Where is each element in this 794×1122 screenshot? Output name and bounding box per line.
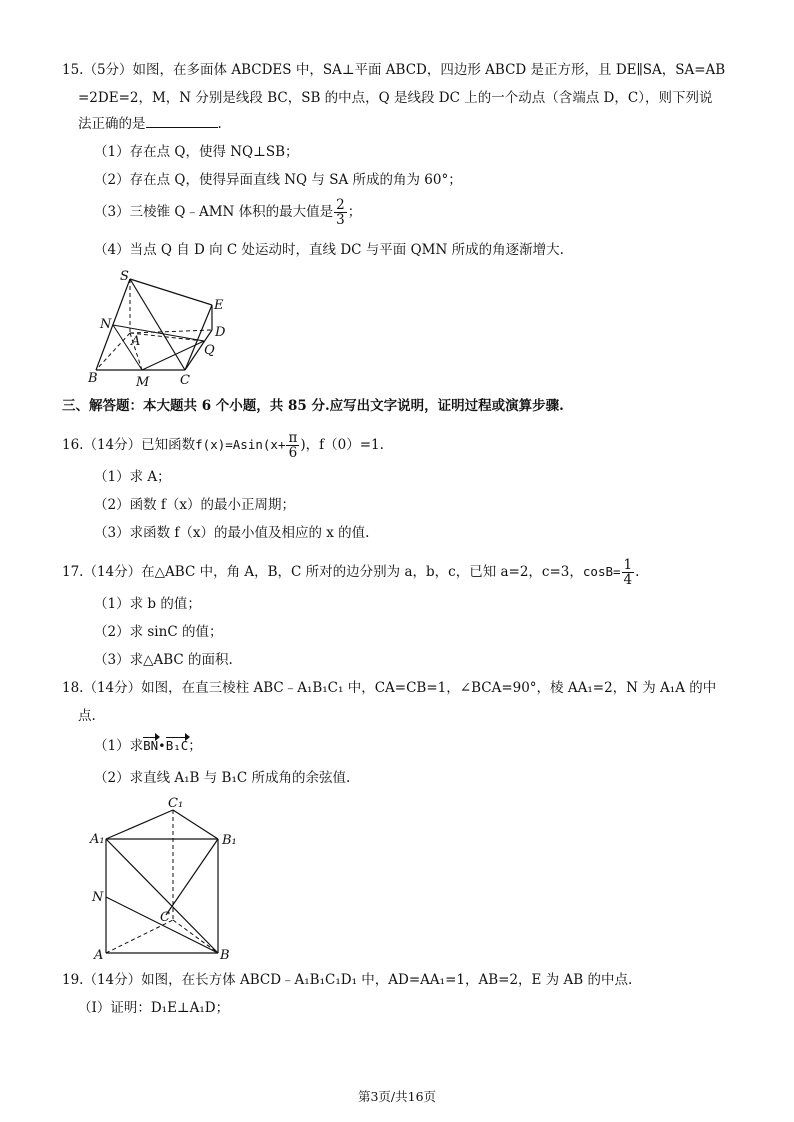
q16-part-1: （1）求 A； [94, 469, 171, 485]
label-A: A [131, 334, 141, 349]
frac-numerator: 2 [336, 197, 345, 213]
frac-denominator: 6 [288, 445, 298, 461]
page-footer: 第3页/共16页 [357, 1089, 437, 1104]
q15-period: . [217, 116, 222, 132]
q18-line1: 18.（14分）如图，在直三棱柱 ABC﹣A₁B₁C₁ 中，CA=CB=1，∠BCA=90°，棱 AA₁=2，N 为 A₁A 的中 [62, 680, 717, 696]
fraction-one-quarter [622, 558, 635, 587]
q15-option-3 [94, 198, 361, 227]
q15-option-1: （1）存在点 Q，使得 NQ⊥SB； [94, 144, 299, 160]
fraction-pi-over-6 [286, 431, 299, 460]
q17-part-3: （3）求△ABC 的面积. [94, 652, 233, 668]
q15-option-2: （2）存在点 Q，使得异面直线 NQ 与 SA 所成的角为 60°； [94, 172, 462, 188]
q15-option-3-text: （3）三棱锥 Q﹣AMN 体积的最大值是 [94, 204, 334, 220]
label-B1: B₁ [222, 833, 237, 848]
label-B: B [220, 948, 230, 963]
q18-line2: 点. [78, 708, 96, 724]
q16-stem [62, 431, 384, 460]
label-N: N [92, 890, 104, 905]
q16-text: 16.（14分）已知函数 [62, 437, 196, 453]
label-N: N [100, 317, 112, 332]
label-Q: Q [204, 343, 215, 358]
q15-line3 [78, 114, 222, 134]
q15-line1: 15.（5分）如图，在多面体 ABCDES 中，SA⊥平面 ABCD，四边形 ABCD 是正方形，且 DE∥SA，SA=AB [62, 62, 726, 78]
vector-BN: BN [143, 736, 158, 756]
q18-part-1 [94, 736, 202, 756]
dot-product-symbol: • [158, 738, 166, 753]
q15-option-3-end: ； [347, 204, 362, 220]
q17-period: . [635, 564, 640, 580]
frac-numerator: 1 [623, 557, 633, 573]
answer-blank [146, 114, 218, 128]
q19-part-1: （Ⅰ）证明：D₁E⊥A₁D； [78, 1000, 230, 1016]
q15-option-4: （4）当点 Q 自 D 向 C 处运动时，直线 DC 与平面 QMN 所成的角逐渐增大. [94, 242, 564, 258]
frac-numerator: π [288, 430, 298, 446]
label-A: A [94, 948, 104, 963]
q16-condition: )，f（0）=1. [300, 437, 384, 453]
frac-denominator: 4 [623, 572, 633, 588]
label-C: C [160, 910, 170, 925]
q15-prompt: 法正确的是 [78, 116, 146, 132]
q18-part-1-text: （1）求 [94, 738, 144, 754]
q16-function: f(x)=Asin(x+ [195, 437, 286, 452]
q16-part-2: （2）函数 f（x）的最小正周期； [94, 497, 295, 513]
q19-stem: 19.（14分）如图，在长方体 ABCD﹣A₁B₁C₁D₁ 中，AD=AA₁=1，AB=2，E 为 AB 的中点. [62, 972, 633, 988]
label-A1: A₁ [90, 832, 105, 847]
fraction-two-thirds [334, 198, 347, 227]
label-S: S [120, 269, 129, 284]
q17-stem [62, 558, 639, 587]
label-C: C [180, 373, 190, 388]
q18-part-1-end: ； [188, 738, 202, 754]
q17-text: 17.（14分）在△ABC 中，角 A，B，C 所对的边分别为 a，b，c，已知 a=2，c=3， [62, 564, 583, 580]
q16-part-3: （3）求函数 f（x）的最小值及相应的 x 的值. [94, 525, 370, 541]
q15-polyhedron-figure [80, 265, 240, 390]
q15-line2: =2DE=2，M，N 分别是线段 BC，SB 的中点，Q 是线段 DC 上的一个动点（含端点 D，C），则下列说 [78, 90, 713, 106]
q18-part-2: （2）求直线 A₁B 与 B₁C 所成角的余弦值. [94, 770, 351, 786]
label-M: M [136, 375, 150, 390]
q17-part-1: （1）求 b 的值； [94, 596, 201, 612]
q17-cosB: cosB= [582, 564, 621, 579]
label-C1: C₁ [168, 796, 184, 811]
q17-part-2: （2）求 sinC 的值； [94, 624, 223, 640]
vector-B1C: B₁C [166, 736, 189, 756]
label-E: E [214, 298, 224, 313]
q18-prism-figure [88, 795, 248, 965]
label-B: B [88, 371, 98, 386]
frac-denominator: 3 [336, 212, 345, 228]
label-D: D [215, 325, 226, 340]
section-heading: 三、解答题：本大题共 6 个小题，共 85 分.应写出文字说明，证明过程或演算步骤. [62, 398, 564, 414]
